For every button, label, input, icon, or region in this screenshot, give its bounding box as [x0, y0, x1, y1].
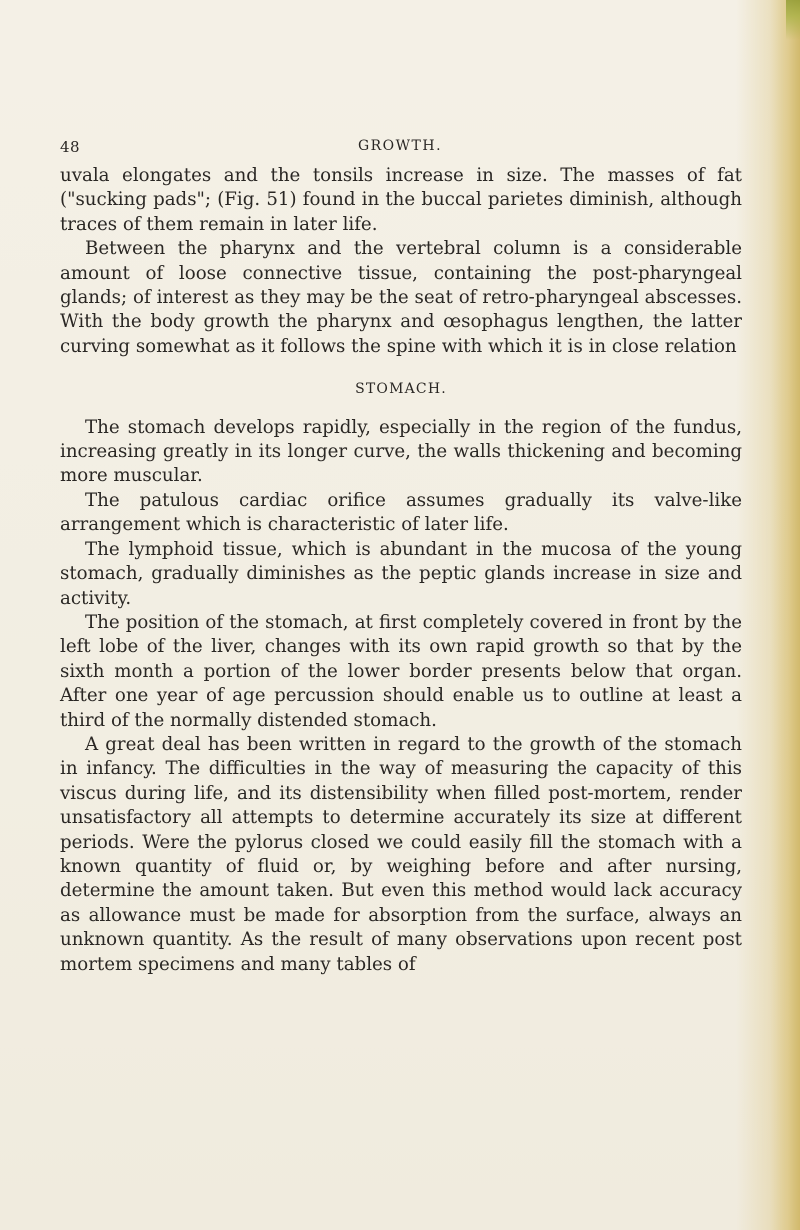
paragraph: The position of the stomach, at first completely covered in front by the left lobe of the liver, changes with its own rapid growth so that by the sixth month a portion of the lower border presents below that organ. After one year of age percussion should enable us to outline at least a third of the normally distended stomach.: [60, 611, 742, 731]
paragraph: A great deal has been written in regard to the growth of the stomach in infancy. The difficulties in the way of measuring the capacity of this viscus during life, and its distensibility when filled post-mortem, render unsatisfactory all attempts to determine accurately its size at different periods. Were the pylorus closed we could easily fill the stomach with a known quantity of fluid or, by weighing before and after nursing, determine the amount taken. But even this method would lack accuracy as allowance must be made for absorption from the surface, always an unknown quantity. As the result of many observations upon recent post mortem specimens and many tables of: [60, 733, 742, 975]
paragraph: The stomach develops rapidly, especially in the region of the fundus, increasing greatly in its longer curve, the walls thickening and becoming more muscular.: [60, 416, 742, 487]
running-head: GROWTH.: [357, 138, 443, 154]
paragraph: The lymphoid tissue, which is abundant in the mucosa of the young stomach, gradually diminishes as the peptic glands increase in size and activity.: [60, 538, 742, 609]
page-body: [60, 164, 742, 977]
corner-tab-mark: [786, 0, 800, 40]
section-heading: STOMACH.: [355, 381, 447, 398]
paragraph: uvala elongates and the tonsils increase in size. The masses of fat ("sucking pads"; (Fig. 51) found in the buccal parietes diminish, although traces of them remain in later life.: [60, 165, 742, 235]
paragraph: Between the pharynx and the vertebral column is a considerable amount of loose connective tissue, containing the post-pharyngeal glands; of interest as they may be the seat of retro-pharyngeal abscesses. With the body growth the pharynx and œsophagus lengthen, the latter curving somewhat as it follows the spine with which it is in close relation: [60, 238, 742, 357]
page-number: 48: [60, 138, 81, 156]
page-header: [60, 138, 740, 160]
page-edge-stain: [770, 0, 800, 1230]
paragraph: The patulous cardiac orifice assumes gradually its valve-like arrangement which is characteristic of later life.: [60, 489, 742, 536]
